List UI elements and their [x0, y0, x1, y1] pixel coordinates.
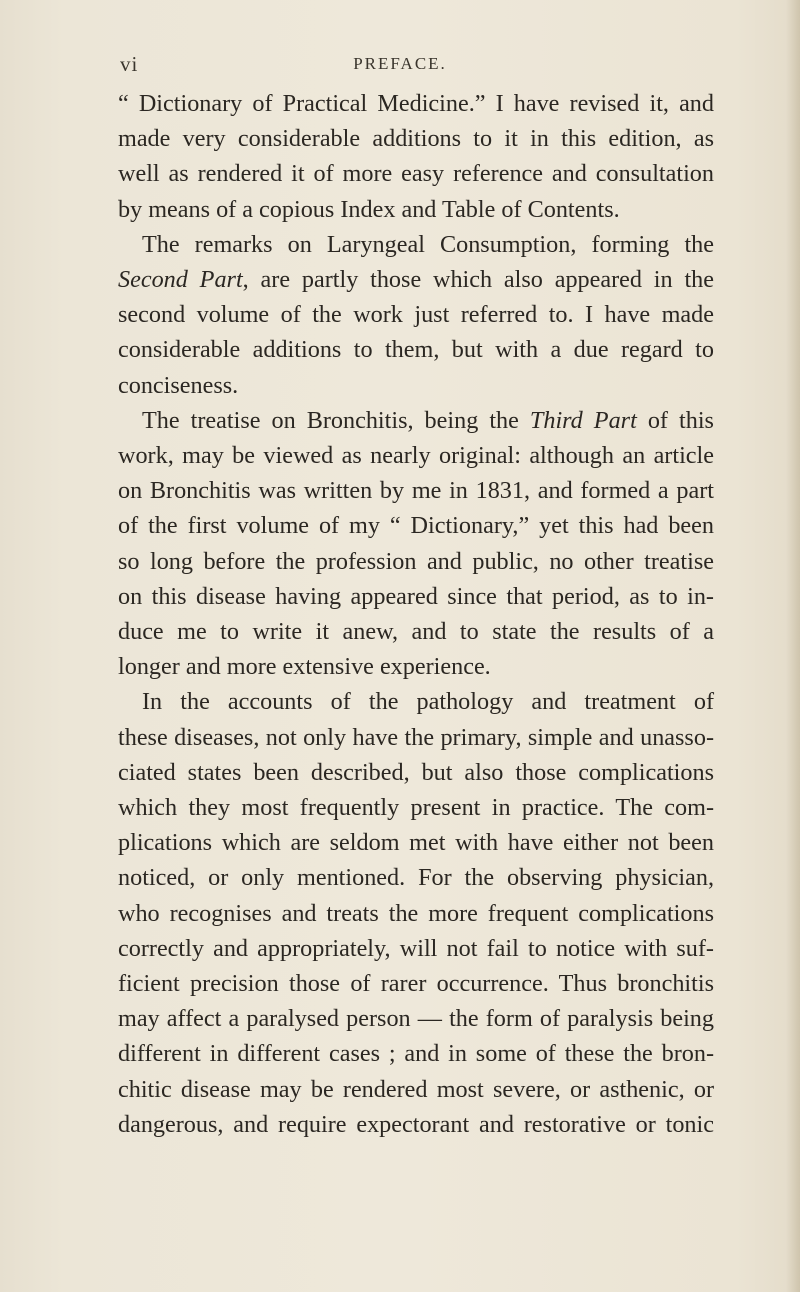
text-segment: considerable additions to them, but with a due regard to	[118, 336, 714, 364]
running-title: PREFACE.	[353, 54, 447, 73]
paragraph-1	[118, 86, 714, 227]
text-line	[118, 860, 714, 895]
text-segment: second volume of the work just referred to. I have made	[118, 301, 714, 329]
text-segment: on Bronchitis was written by me in 1831, and formed a part	[118, 477, 714, 505]
page-number: vi	[120, 52, 139, 76]
text-segment: ciated states been described, but also those complications	[118, 758, 714, 786]
text-segment: The treatise on Bronchitis, being the	[142, 406, 530, 434]
text-line	[118, 1072, 714, 1107]
text-segment: so long before the profession and public, no other treatise	[118, 547, 714, 575]
text-line	[118, 403, 714, 438]
text-line	[118, 966, 714, 1001]
text-line	[118, 579, 714, 614]
italic-phrase-third-part: Third Part	[529, 406, 637, 434]
text-segment: longer and more extensive experience.	[118, 653, 491, 681]
text-segment: may affect a paralysed person — the form of paralysis being	[118, 1005, 714, 1033]
text-line	[118, 684, 714, 719]
paragraph-2	[118, 227, 714, 403]
text-line: well as rendered it of more easy reference and consultation	[118, 160, 714, 188]
text-line	[118, 649, 714, 684]
text-line: “ Dictionary of Practical Medicine.” I have revised it, and	[118, 90, 714, 117]
text-line	[118, 931, 714, 966]
text-line	[118, 544, 714, 579]
text-segment: , are partly those which also appeared in the	[242, 266, 714, 294]
text-segment: chitic disease may be rendered most severe, or asthenic, or	[118, 1075, 714, 1103]
text-segment: duce me to write it anew, and to state the results of a	[118, 618, 714, 646]
text-segment: dangerous, and require expectorant and restorative or tonic	[118, 1110, 714, 1138]
text-line: made very considerable additions to it in this edition, as	[118, 125, 714, 153]
text-line	[118, 368, 714, 403]
text-segment: work, may be viewed as nearly original: although an article	[118, 442, 714, 470]
italic-phrase-second-part: Second Part	[118, 266, 243, 294]
running-head	[120, 52, 680, 82]
text-segment: which they most frequently present in practice. The com-	[118, 794, 714, 822]
paragraph-3	[118, 403, 714, 685]
text-line	[118, 1001, 714, 1036]
text-segment: different in different cases ; and in some of these the bron-	[118, 1040, 714, 1068]
text-segment: of this	[636, 406, 714, 434]
text-segment: plications which are seldom met with have either not been	[118, 829, 714, 857]
text-segment: who recognises and treats the more frequent complications	[118, 899, 714, 927]
text-segment: noticed, or only mentioned. For the observing physician,	[118, 864, 714, 892]
page-edge-shadow	[786, 0, 800, 1292]
text-line	[118, 1107, 714, 1142]
text-line	[118, 227, 714, 262]
text-line	[118, 720, 714, 755]
text-line	[118, 790, 714, 825]
text-line	[118, 755, 714, 790]
text-line	[118, 297, 714, 332]
text-line	[118, 614, 714, 649]
text-segment: correctly and appropriately, will not fail to notice with suf-	[118, 934, 714, 962]
text-segment: of the first volume of my “ Dictionary,” yet this had been	[118, 512, 714, 540]
text-segment: conciseness.	[118, 371, 239, 399]
text-segment: on this disease having appeared since that period, as to in-	[118, 582, 714, 610]
text-line	[118, 473, 714, 508]
text-segment: The remarks on Laryngeal Consumption, forming the	[142, 230, 714, 258]
text-line	[118, 508, 714, 543]
text-line	[118, 332, 714, 367]
body-text	[118, 86, 714, 1142]
text-line	[118, 1036, 714, 1071]
paragraph-4	[118, 684, 714, 1142]
text-line: by means of a copious Index and Table of Contents.	[118, 195, 620, 223]
text-segment: ficient precision those of rarer occurrence. Thus bronchitis	[118, 970, 714, 998]
text-line	[118, 438, 714, 473]
text-line	[118, 262, 714, 297]
text-line	[118, 896, 714, 931]
text-segment: In the accounts of the pathology and treatment of	[142, 688, 714, 716]
text-segment: these diseases, not only have the primary, simple and unasso-	[118, 723, 714, 751]
text-line	[118, 825, 714, 860]
